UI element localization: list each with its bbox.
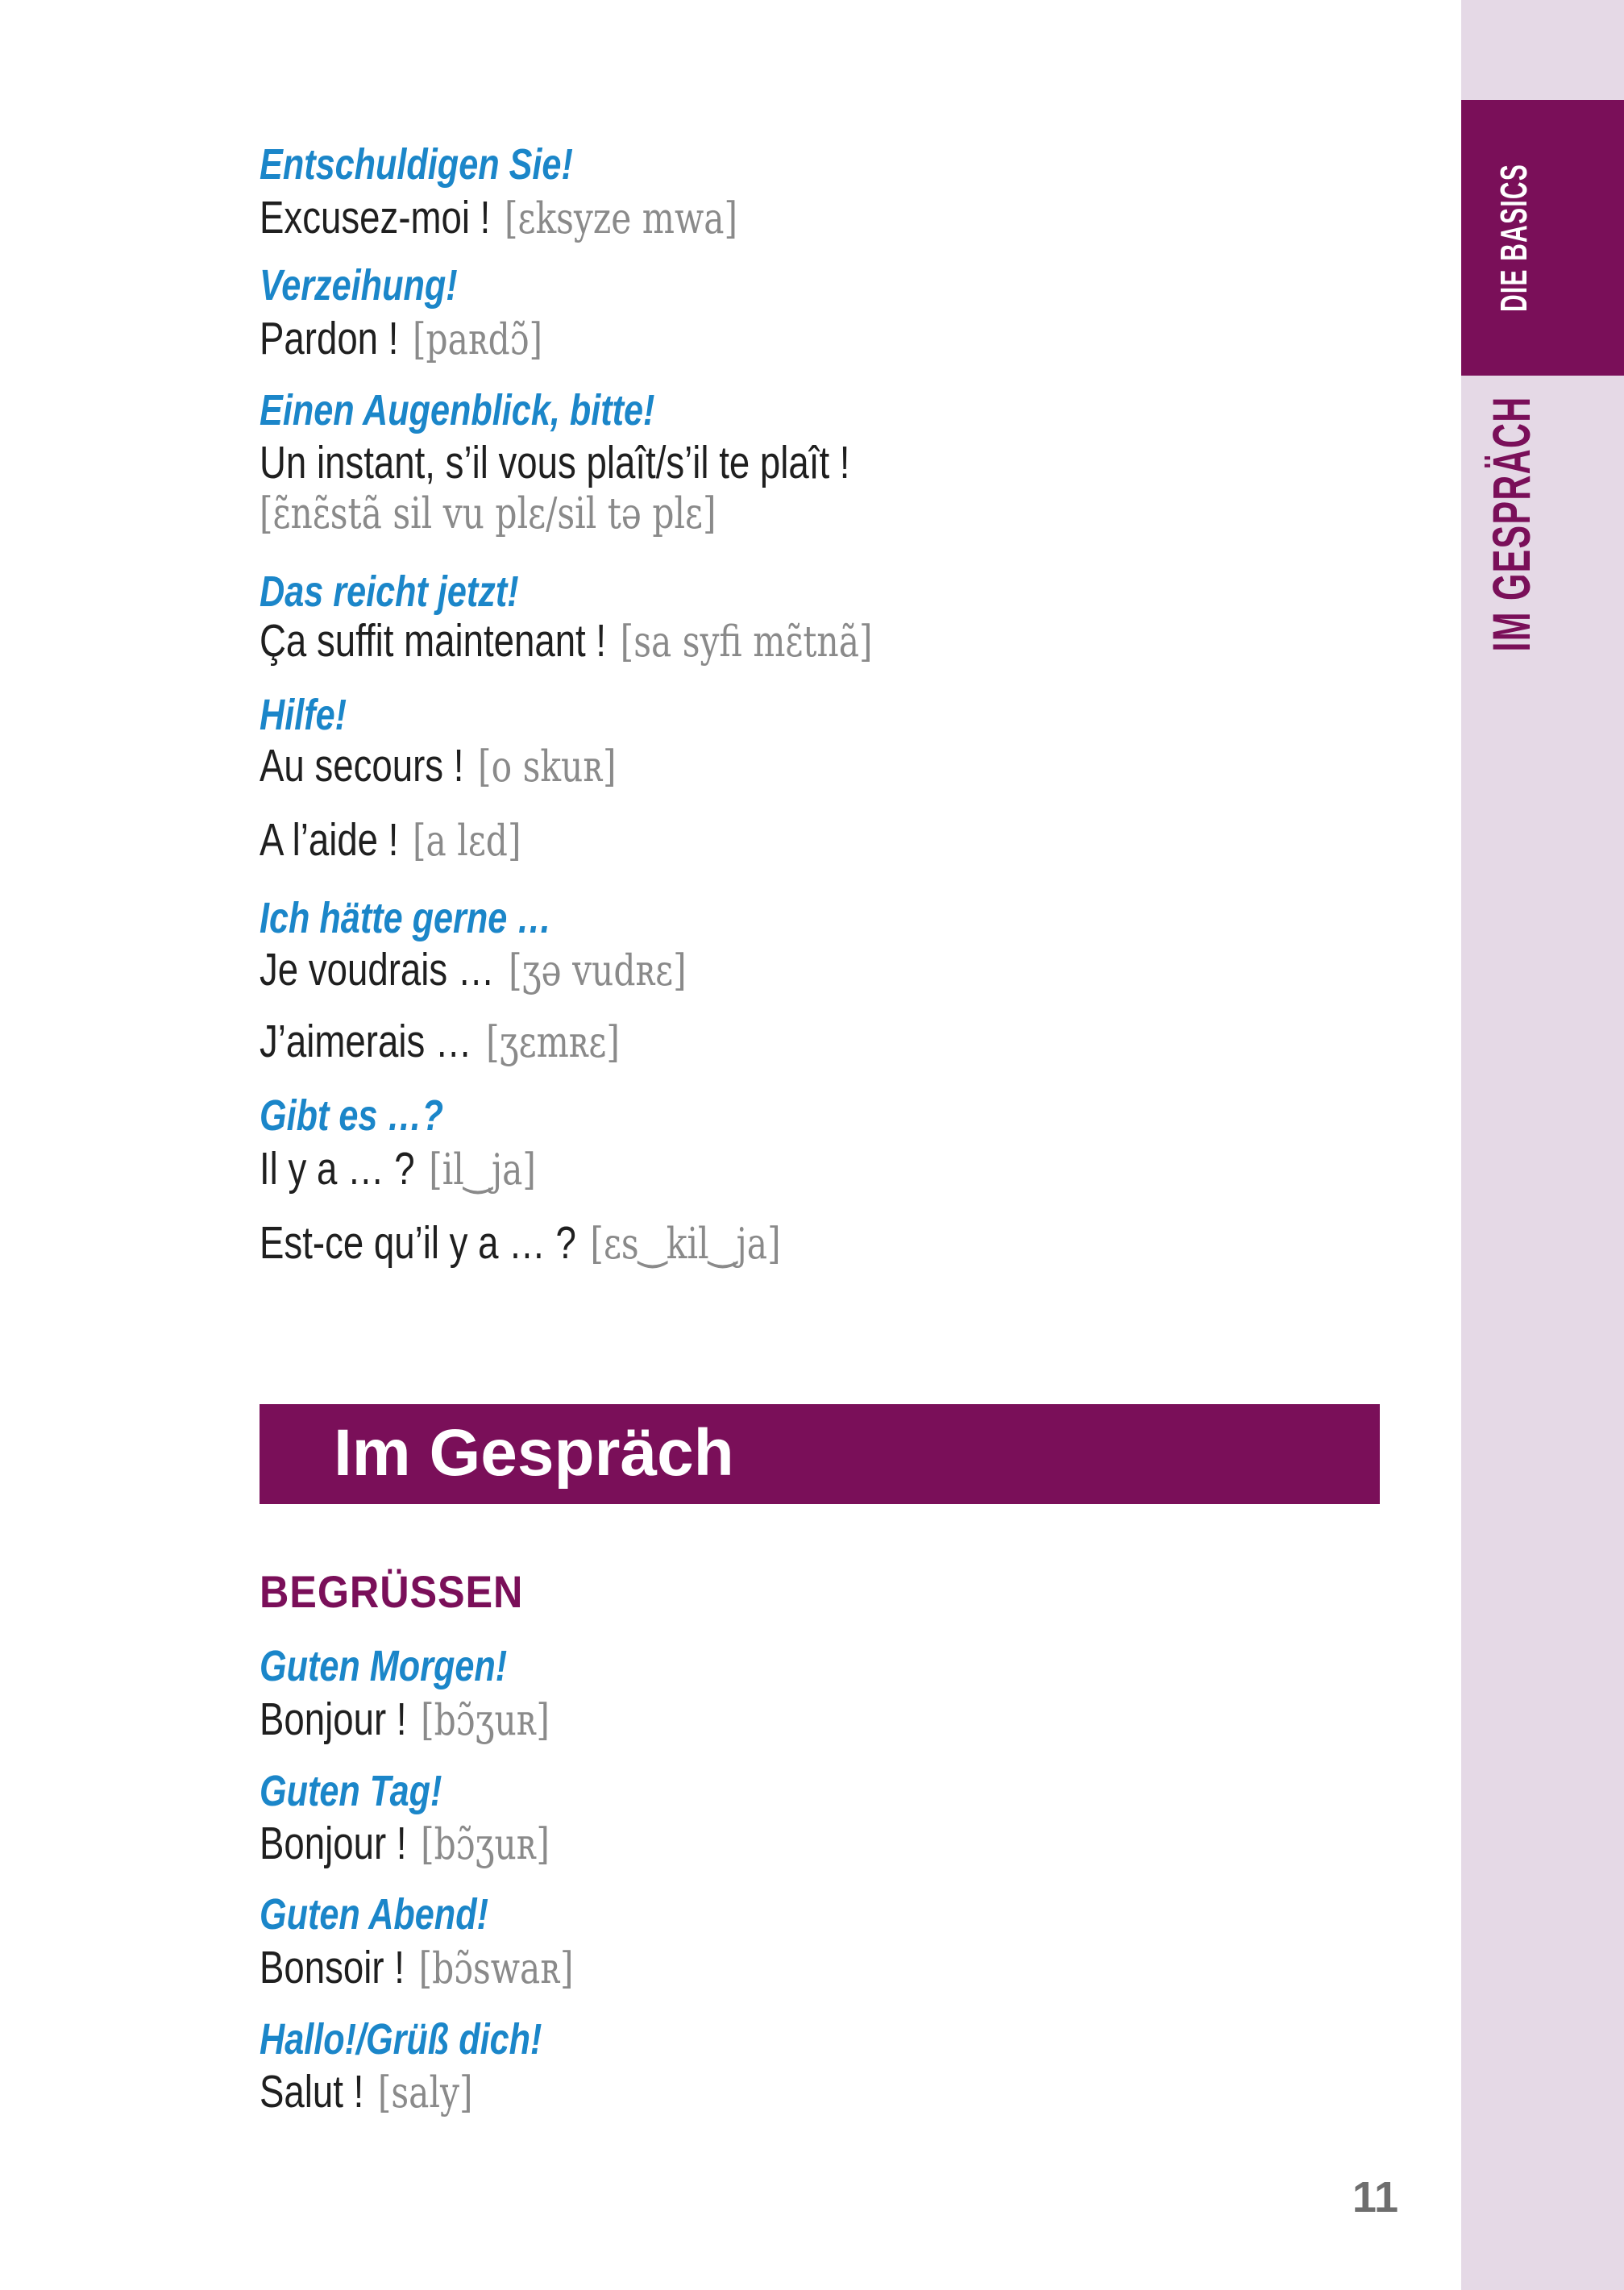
section-banner-title: Im Gespräch bbox=[334, 1416, 734, 1490]
french-text: Excusez-moi ! bbox=[260, 192, 491, 243]
ipa-transcription: [bɔ̃ʒuʀ] bbox=[421, 1820, 550, 1869]
french-text: Il y a … ? bbox=[260, 1143, 415, 1195]
french-phrase bbox=[260, 436, 849, 489]
french-phrase bbox=[260, 1015, 620, 1068]
french-phrase bbox=[260, 813, 521, 867]
german-phrase: Guten Abend! bbox=[260, 1890, 488, 1939]
french-text: Pardon ! bbox=[260, 313, 399, 364]
french-phrase bbox=[260, 739, 617, 792]
french-text: Un instant, s’il vous plaît/s’il te plaît ! bbox=[260, 437, 850, 488]
french-phrase bbox=[260, 614, 873, 667]
french-text: Bonjour ! bbox=[260, 1694, 407, 1745]
ipa-transcription: [ʒə vudʀɛ] bbox=[509, 946, 687, 995]
german-phrase: Verzeihung! bbox=[260, 261, 458, 310]
ipa-transcription: [ɛs‿kil‿ja] bbox=[590, 1220, 781, 1269]
ipa-transcription: [bɔ̃swaʀ] bbox=[418, 1944, 574, 1993]
sidebar-chapter-block bbox=[1461, 100, 1624, 376]
french-text: Salut ! bbox=[260, 2066, 364, 2118]
french-phrase bbox=[260, 1693, 550, 1746]
ipa-transcription: [paʀdɔ̃] bbox=[412, 315, 543, 364]
french-text: Bonsoir ! bbox=[260, 1942, 405, 1993]
ipa-transcription: [sa syfi mɛ̃tnã] bbox=[620, 617, 873, 667]
french-text: Est-ce qu’il y a … ? bbox=[260, 1217, 576, 1269]
german-phrase: Gibt es …? bbox=[260, 1091, 444, 1140]
ipa-transcription: [il‿ja] bbox=[429, 1145, 536, 1195]
french-phrase bbox=[260, 1142, 536, 1195]
french-phrase bbox=[260, 943, 687, 996]
subsection-heading: BEGRÜSSEN bbox=[260, 1566, 524, 1617]
french-text: J’aimerais … bbox=[260, 1016, 472, 1067]
french-text: Je voudrais … bbox=[260, 944, 495, 995]
french-phrase bbox=[260, 1817, 550, 1870]
german-phrase: Guten Morgen! bbox=[260, 1642, 508, 1690]
french-phrase bbox=[260, 1941, 574, 1994]
german-phrase: Entschuldigen Sie! bbox=[260, 140, 573, 189]
page-number: 11 bbox=[1352, 2173, 1398, 2221]
ipa-transcription: [a lɛd] bbox=[412, 817, 521, 866]
french-text: Bonjour ! bbox=[260, 1818, 407, 1869]
ipa-transcription: [bɔ̃ʒuʀ] bbox=[421, 1696, 550, 1745]
ipa-transcription: [ʒɛmʀɛ] bbox=[486, 1018, 620, 1067]
section-banner bbox=[260, 1404, 1380, 1504]
german-phrase: Hilfe! bbox=[260, 691, 347, 739]
german-phrase: Hallo!/Grüß dich! bbox=[260, 2015, 542, 2063]
german-phrase: Einen Augenblick, bitte! bbox=[260, 386, 655, 434]
french-phrase bbox=[260, 312, 542, 365]
sidebar-tab-im-gespraech: IM GESPRÄCH bbox=[1481, 396, 1541, 652]
german-phrase: Ich hätte gerne … bbox=[260, 894, 552, 942]
french-text: Ça suffit maintenant ! bbox=[260, 615, 607, 667]
french-phrase bbox=[260, 2065, 473, 2118]
sidebar-tab-die-basics: DIE BASICS bbox=[1493, 163, 1535, 313]
french-text: A l’aide ! bbox=[260, 814, 399, 866]
ipa-transcription: [ɛksyze mwa] bbox=[504, 194, 738, 243]
ipa-transcription: [ɛ̃nɛ̃stã sil vu plɛ/sil tə plɛ] bbox=[260, 489, 716, 538]
german-phrase: Das reicht jetzt! bbox=[260, 567, 519, 616]
german-phrase: Guten Tag! bbox=[260, 1767, 442, 1815]
french-text: Au secours ! bbox=[260, 740, 464, 792]
french-phrase bbox=[260, 1216, 781, 1270]
ipa-transcription: [saly] bbox=[377, 2068, 473, 2118]
ipa-transcription: [o skuʀ] bbox=[478, 742, 617, 792]
french-phrase bbox=[260, 191, 737, 244]
